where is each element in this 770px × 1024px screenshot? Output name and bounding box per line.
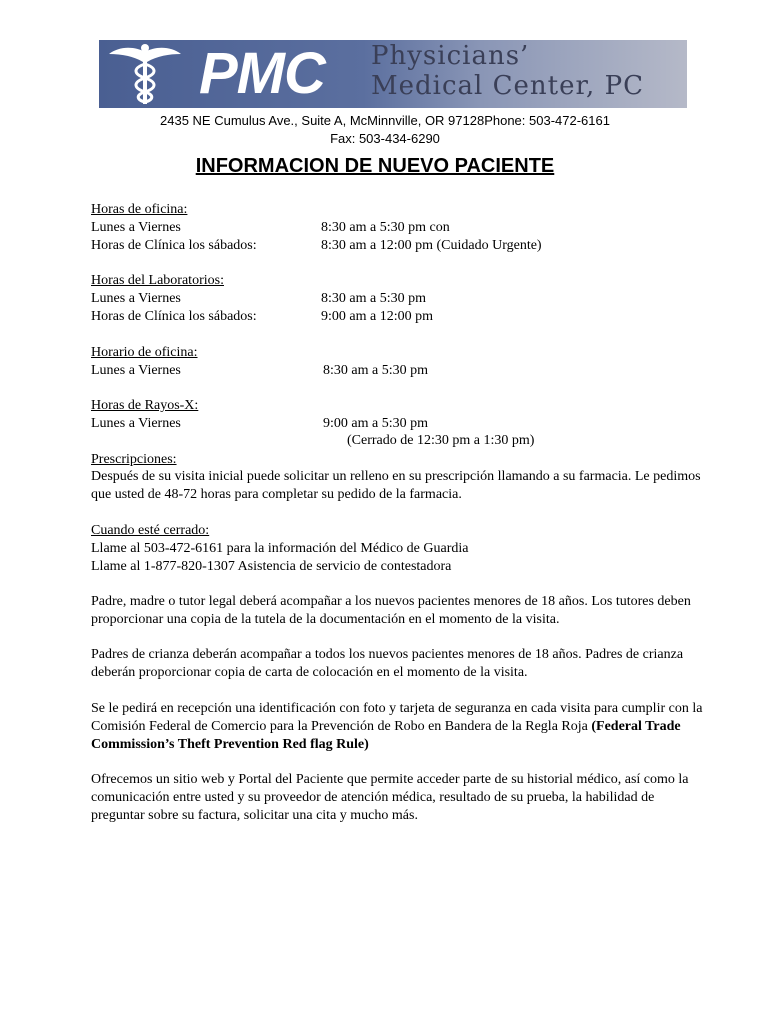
clinic-fax: Fax: 503-434-6290	[330, 131, 440, 146]
caduceus-icon	[105, 42, 185, 106]
closed-line: Llame al 503-472-6161 para la información del Médico de Guardia	[91, 541, 469, 556]
schedule-value: 9:00 am a 5:30 pm	[323, 416, 428, 431]
schedule-label: Lunes a Viernes	[91, 416, 181, 431]
portal-paragraph: Ofrecemos un sitio web y Portal del Paciente que permite acceder parte de su historial médico, así como la comunicación entre usted y su proveedor de atención médica, resultado de su prueba, la habilidad de preguntar sobre su factura, solicitar una cita y mucho más.	[91, 772, 689, 823]
lab-hours-heading: Horas del Laboratorios:	[91, 273, 224, 288]
schedule-value: 9:00 am a 12:00 pm	[321, 309, 433, 324]
schedule-value: 8:30 am a 5:30 pm	[321, 291, 426, 306]
schedule-label: Lunes a Viernes	[91, 291, 181, 306]
id-paragraph-bold: (Federal Trade Commission’s Theft Prevention Red flag Rule)	[91, 719, 681, 752]
closed-line: Llame al 1-877-820-1307 Asistencia de servicio de contestadora	[91, 559, 452, 574]
clinic-address: 2435 NE Cumulus Ave., Suite A, McMinnville, OR 97128Phone: 503-472-6161	[160, 113, 610, 128]
clinic-name-line2: Medical Center, PC	[371, 71, 644, 101]
prescriptions-text: Después de su visita inicial puede solicitar un relleno en su prescripción llamando a su farmacia. Le pedimos que usted de 48-72 horas para completar su pedido de la farmacia.	[91, 469, 701, 502]
office-hours-heading: Horas de oficina:	[91, 202, 188, 217]
id-paragraph	[91, 700, 711, 754]
schedule-label: Lunes a Viernes	[91, 363, 181, 378]
clinic-logo-banner	[99, 40, 687, 108]
id-paragraph-text: Se le pedirá en recepción una identificación con foto y tarjeta de seguranza en cada visita para cumplir con la Comisión Federal de Comercio para la Prevención de Robo en Bandera de la Regla Roja	[91, 701, 703, 734]
schedule-label: Horas de Clínica los sábados:	[91, 238, 257, 253]
xray-hours-heading: Horas de Rayos-X:	[91, 398, 199, 413]
foster-paragraph: Padres de crianza deberán acompañar a todos los nuevos pacientes menores de 18 años. Padres de crianza deberán proporcionar copia de carta de colocación en el momento de la visita.	[91, 647, 684, 680]
xray-closed-note: (Cerrado de 12:30 pm a 1:30 pm)	[347, 433, 535, 448]
clinic-name-line1: Physicians’	[371, 41, 530, 71]
schedule-value: 8:30 am a 12:00 pm (Cuidado Urgente)	[321, 238, 542, 253]
office-schedule-heading: Horario de oficina:	[91, 345, 198, 360]
page-title: INFORMACION DE NUEVO PACIENTE	[195, 155, 555, 177]
schedule-label: Lunes a Viernes	[91, 220, 181, 235]
prescriptions-heading: Prescripciones:	[91, 452, 177, 467]
logo-pmc-text: PMC	[199, 41, 325, 106]
schedule-label: Horas de Clínica los sábados:	[91, 309, 257, 324]
schedule-value: 8:30 am a 5:30 pm con	[321, 220, 450, 235]
closed-heading: Cuando esté cerrado:	[91, 523, 210, 538]
guardian-paragraph: Padre, madre o tutor legal deberá acompañar a los nuevos pacientes menores de 18 años. Los tutores deben proporcionar una copia de la tutela de la documentación en el momento de la visita.	[91, 594, 691, 627]
schedule-value: 8:30 am a 5:30 pm	[323, 363, 428, 378]
